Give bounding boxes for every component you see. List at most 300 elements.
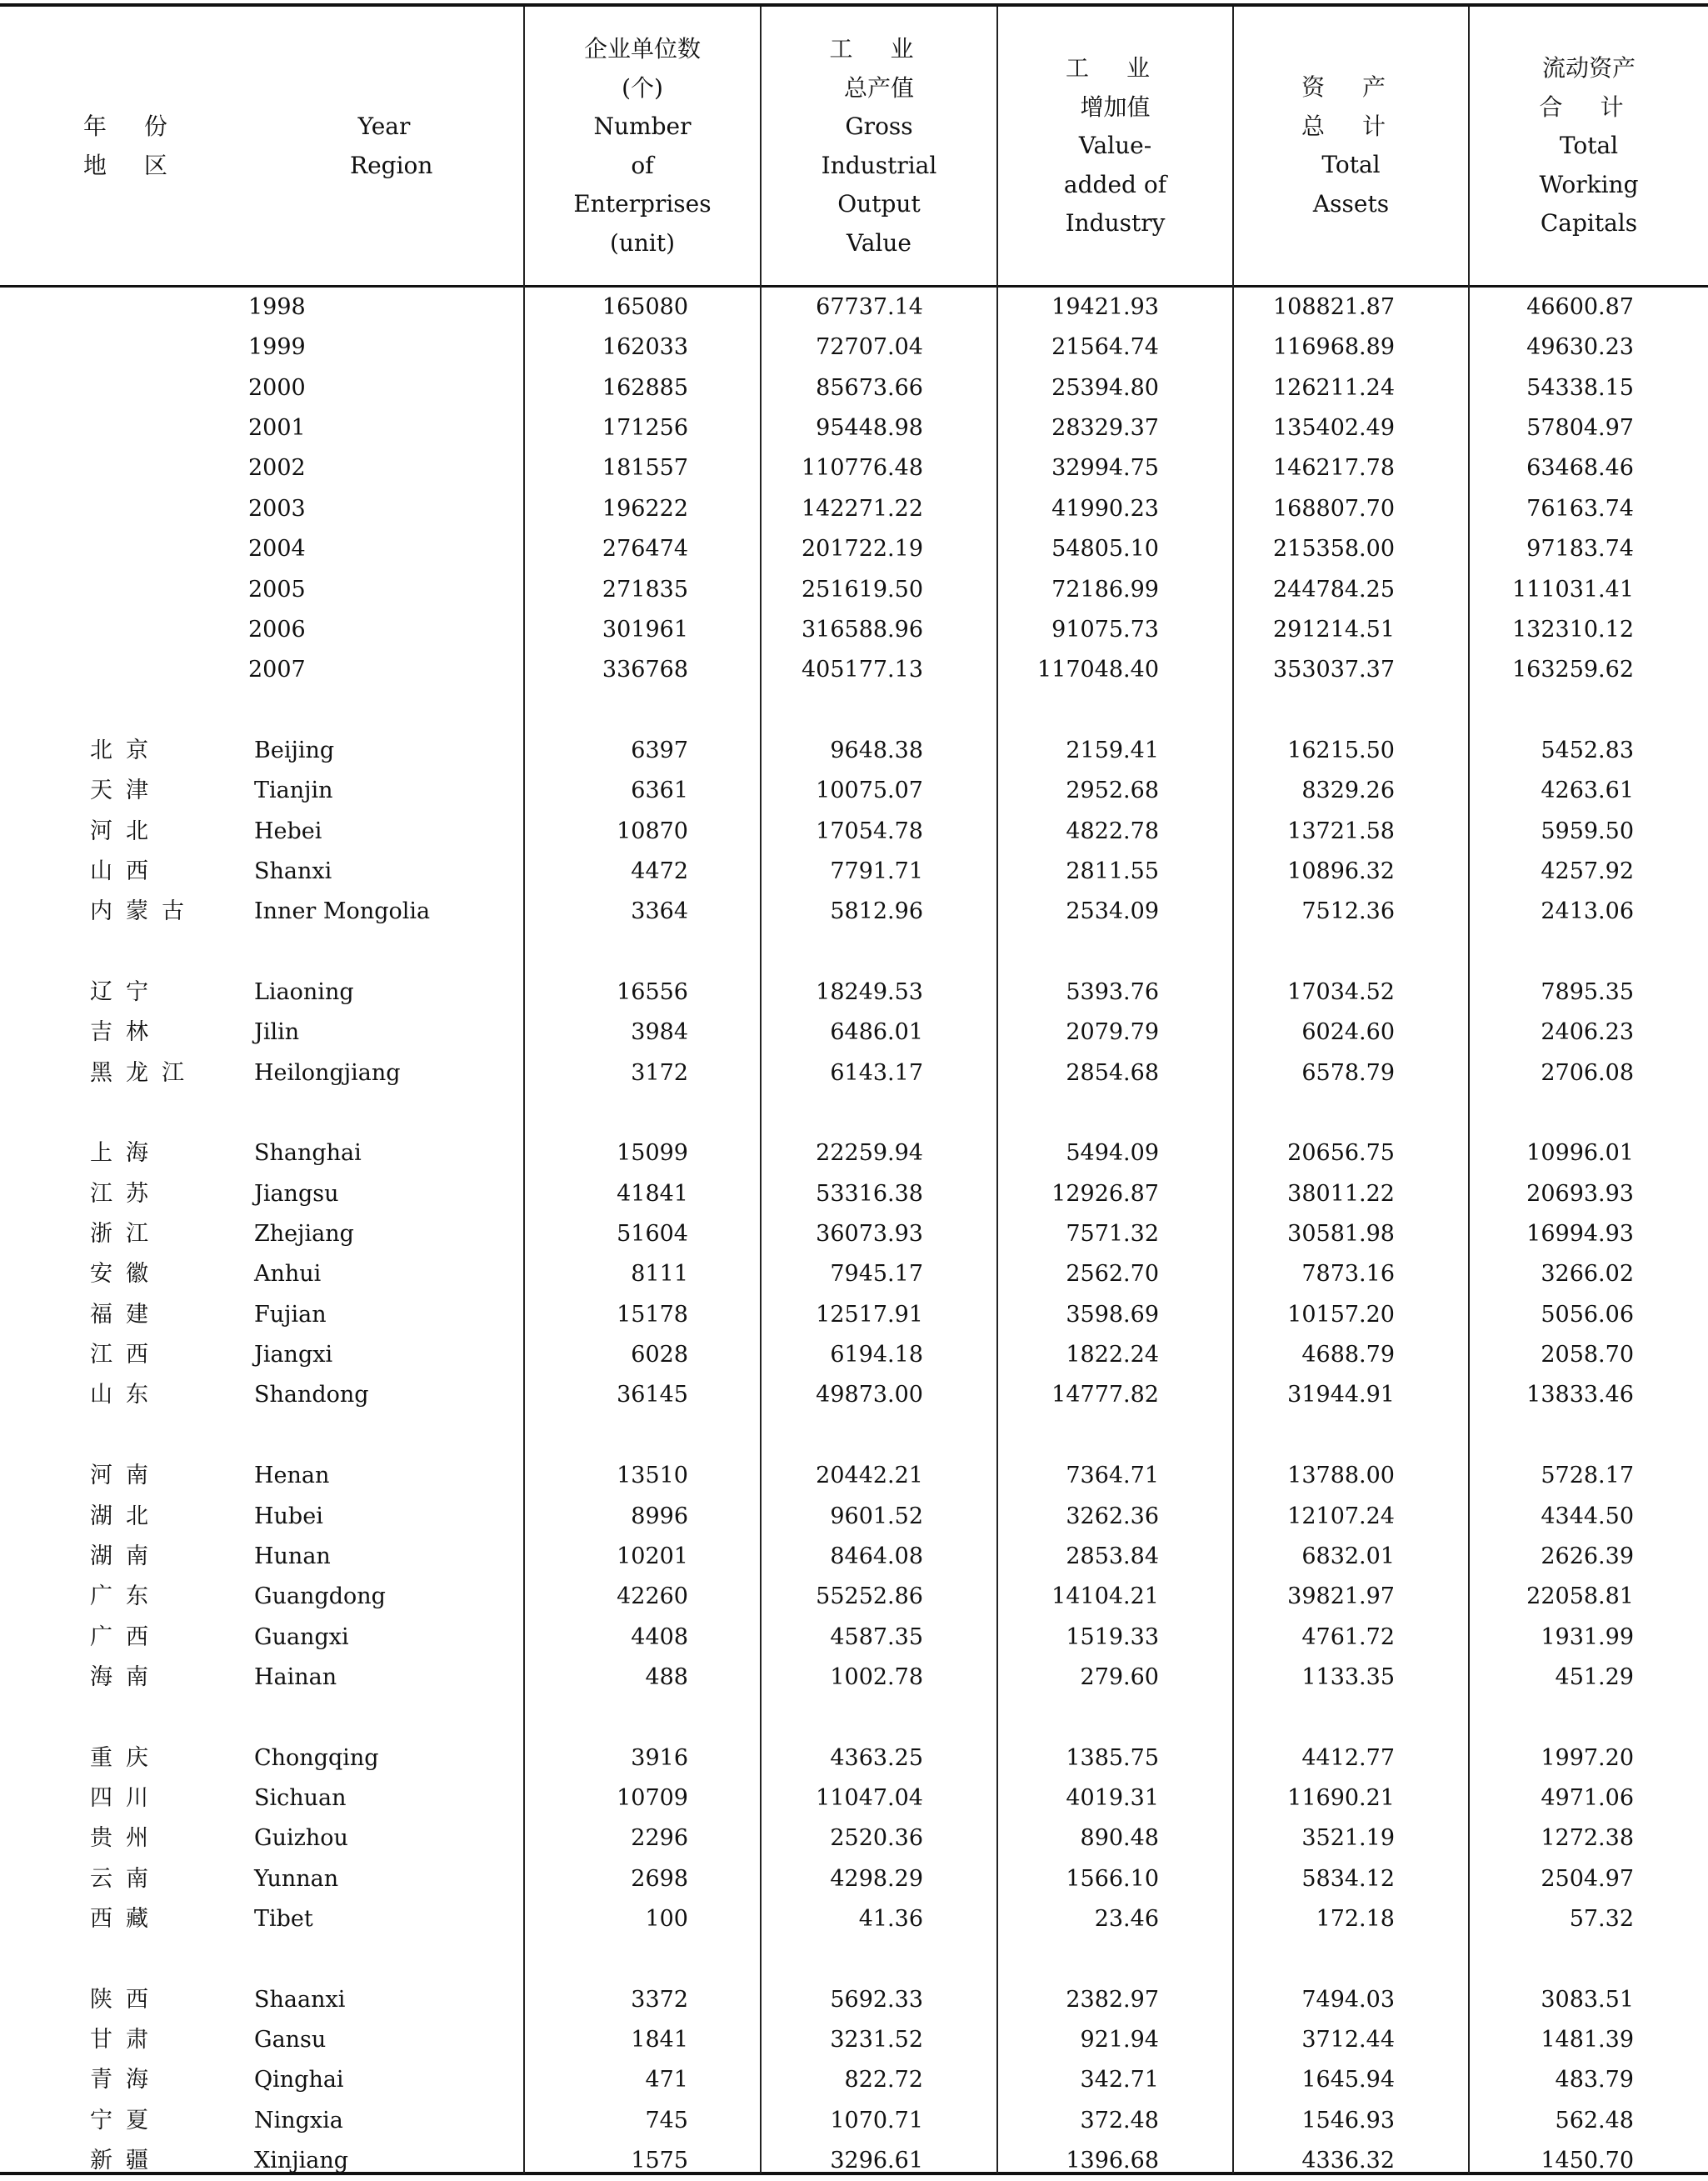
total-assets-cell: 17034.52 xyxy=(1287,979,1395,1005)
enterprises-cell: 488 xyxy=(645,1663,688,1690)
table-row-region xyxy=(0,892,1708,932)
total-assets-cell: 7512.36 xyxy=(1301,898,1395,925)
column-header-line: 增加值 xyxy=(1080,93,1151,121)
total-assets-cell: 11690.21 xyxy=(1287,1784,1395,1811)
total-assets-cell: 172.18 xyxy=(1316,1906,1395,1932)
output-value-cell: 22259.94 xyxy=(816,1140,923,1167)
output-value-cell: 18249.53 xyxy=(816,979,923,1005)
table-row-region xyxy=(0,1456,1708,1496)
value-added-cell: 921.94 xyxy=(1080,2027,1159,2053)
value-added-cell: 4822.78 xyxy=(1066,818,1159,844)
total-assets-cell: 353037.37 xyxy=(1272,657,1395,683)
region-name-en: Hunan xyxy=(254,1543,331,1569)
region-name-en: Yunnan xyxy=(254,1865,339,1892)
value-added-cell: 2854.68 xyxy=(1066,1059,1159,1086)
value-added-cell: 54805.10 xyxy=(1051,536,1159,563)
output-value-cell: 9648.38 xyxy=(830,737,923,763)
working-capitals-cell: 54338.15 xyxy=(1526,374,1634,401)
enterprises-cell: 271835 xyxy=(602,576,688,603)
region-name-en: Jilin xyxy=(254,1019,300,1046)
output-value-cell: 6194.18 xyxy=(830,1342,923,1368)
column-header-line: (个) xyxy=(622,73,663,102)
enterprises-cell: 100 xyxy=(645,1906,688,1932)
region-name-en: Qinghai xyxy=(254,2067,344,2093)
table-row-region xyxy=(0,1174,1708,1214)
output-value-cell: 7945.17 xyxy=(830,1261,923,1288)
column-header-line: 工 业 xyxy=(1066,54,1165,82)
total-assets-cell: 1546.93 xyxy=(1301,2107,1395,2133)
output-value-cell: 4298.29 xyxy=(830,1865,923,1892)
table-row-region xyxy=(0,2060,1708,2100)
table-row-region xyxy=(0,1053,1708,1093)
column-header-line: 企业单位数 xyxy=(583,35,701,63)
region-name-en: Shandong xyxy=(254,1382,369,1408)
enterprises-cell: 171256 xyxy=(602,415,688,442)
table-row-region xyxy=(0,1899,1708,1939)
table-row-year xyxy=(0,610,1708,650)
working-capitals-cell: 5452.83 xyxy=(1541,737,1634,763)
value-added-cell: 5494.09 xyxy=(1066,1140,1159,1167)
region-name-en: Shaanxi xyxy=(254,1986,346,2013)
table-row-region xyxy=(0,1658,1708,1698)
table-row-region xyxy=(0,1618,1708,1658)
output-value-cell: 201722.19 xyxy=(801,536,923,563)
value-added-cell: 279.60 xyxy=(1080,1663,1159,1690)
table-row-region xyxy=(0,1375,1708,1415)
value-added-cell: 91075.73 xyxy=(1051,616,1159,643)
output-value-cell: 142271.22 xyxy=(801,495,923,522)
output-value-cell: 822.72 xyxy=(844,2067,923,2093)
enterprises-cell: 1575 xyxy=(631,2148,688,2174)
enterprises-cell: 301961 xyxy=(602,616,688,643)
region-name-cn: 四川 xyxy=(90,1784,162,1811)
output-value-cell: 1070.71 xyxy=(830,2107,923,2133)
value-added-cell: 2562.70 xyxy=(1066,1261,1159,1288)
working-capitals-cell: 3266.02 xyxy=(1541,1261,1634,1288)
region-name-cn: 内蒙古 xyxy=(90,898,197,925)
total-assets-cell: 5834.12 xyxy=(1301,1865,1395,1892)
region-name-en: Jiangxi xyxy=(254,1342,333,1368)
region-name-cn: 上海 xyxy=(90,1140,162,1167)
column-header-line: 总产值 xyxy=(843,73,914,102)
output-value-cell: 72707.04 xyxy=(816,334,923,361)
region-name-cn: 陕西 xyxy=(90,1986,162,2013)
table-row-region xyxy=(0,1497,1708,1537)
table-row-region xyxy=(0,1778,1708,1818)
table-top-rule xyxy=(0,3,1708,7)
table-row-region xyxy=(0,1577,1708,1617)
region-name-en: Gansu xyxy=(254,2027,327,2053)
value-added-cell: 32994.75 xyxy=(1051,455,1159,482)
column-header-line: Assets xyxy=(1312,189,1390,218)
enterprises-cell: 3916 xyxy=(631,1744,688,1771)
output-value-cell: 85673.66 xyxy=(816,374,923,401)
working-capitals-cell: 46600.87 xyxy=(1526,294,1634,320)
enterprises-cell: 36145 xyxy=(617,1382,688,1408)
column-header-line: Gross xyxy=(845,113,913,140)
region-name-en: Inner Mongolia xyxy=(254,898,431,925)
output-value-cell: 251619.50 xyxy=(801,576,923,603)
region-header-en xyxy=(350,108,433,185)
region-name-cn: 新疆 xyxy=(90,2148,162,2174)
value-added-cell: 2079.79 xyxy=(1066,1019,1159,1046)
enterprises-cell: 1841 xyxy=(631,2027,688,2053)
total-assets-cell: 108821.87 xyxy=(1272,294,1395,320)
column-header-line: Value- xyxy=(1078,132,1152,159)
table-row-year xyxy=(0,650,1708,690)
value-added-cell: 23.46 xyxy=(1094,1906,1159,1932)
total-assets-cell: 16215.50 xyxy=(1287,737,1395,763)
table-row-region xyxy=(0,812,1708,852)
output-value-cell: 55252.86 xyxy=(816,1583,923,1610)
column-header-line: Industrial xyxy=(821,151,937,179)
enterprises-cell: 10709 xyxy=(617,1784,688,1811)
output-value-cell: 8464.08 xyxy=(830,1543,923,1569)
enterprises-cell: 6361 xyxy=(631,778,688,804)
region-header-cn-line: 年 份 xyxy=(83,113,182,140)
working-capitals-cell: 2504.97 xyxy=(1541,1865,1634,1892)
total-assets-cell: 20656.75 xyxy=(1287,1140,1395,1167)
region-name-en: Liaoning xyxy=(254,979,354,1005)
total-assets-cell: 244784.25 xyxy=(1272,576,1395,603)
column-header-line: Industry xyxy=(1065,209,1166,237)
enterprises-cell: 162033 xyxy=(602,334,688,361)
output-value-cell: 36073.93 xyxy=(816,1221,923,1248)
table-row-region xyxy=(0,771,1708,811)
column-header-total-assets xyxy=(1234,68,1468,223)
column-header-line: Total xyxy=(1559,132,1619,159)
region-name-cn: 青海 xyxy=(90,2067,162,2093)
region-name-cn: 宁夏 xyxy=(90,2107,162,2133)
working-capitals-cell: 5959.50 xyxy=(1541,818,1634,844)
value-added-cell: 1566.10 xyxy=(1066,1865,1159,1892)
region-header-en-line: Region xyxy=(350,151,433,179)
output-value-cell: 5692.33 xyxy=(830,1986,923,2013)
enterprises-cell: 181557 xyxy=(602,455,688,482)
output-value-cell: 20442.21 xyxy=(816,1463,923,1489)
working-capitals-cell: 49630.23 xyxy=(1526,334,1634,361)
value-added-cell: 1385.75 xyxy=(1066,1744,1159,1771)
enterprises-cell: 3364 xyxy=(631,898,688,925)
total-assets-cell: 7873.16 xyxy=(1301,1261,1395,1288)
value-added-cell: 372.48 xyxy=(1080,2107,1159,2133)
output-value-cell: 17054.78 xyxy=(816,818,923,844)
total-assets-cell: 1645.94 xyxy=(1301,2067,1395,2093)
region-name-en: Sichuan xyxy=(254,1784,347,1811)
enterprises-cell: 42260 xyxy=(617,1583,688,1610)
region-name-en: Henan xyxy=(254,1463,330,1489)
working-capitals-cell: 22058.81 xyxy=(1526,1583,1634,1610)
output-value-cell: 9601.52 xyxy=(830,1503,923,1529)
working-capitals-cell: 1931.99 xyxy=(1541,1623,1634,1650)
enterprises-cell: 16556 xyxy=(617,979,688,1005)
region-name-en: Hebei xyxy=(254,818,322,844)
table-row-region xyxy=(0,973,1708,1013)
output-value-cell: 5812.96 xyxy=(830,898,923,925)
region-name-cn: 吉林 xyxy=(90,1019,162,1046)
total-assets-cell: 4336.32 xyxy=(1301,2148,1395,2174)
region-name-en: Hainan xyxy=(254,1663,337,1690)
output-value-cell: 4587.35 xyxy=(830,1623,923,1650)
enterprises-cell: 165080 xyxy=(602,294,688,320)
total-assets-cell: 31944.91 xyxy=(1287,1382,1395,1408)
output-value-cell: 405177.13 xyxy=(801,657,923,683)
enterprises-cell: 3172 xyxy=(631,1059,688,1086)
column-header-line: Number xyxy=(593,113,692,140)
column-header-line: Total xyxy=(1321,151,1381,178)
output-value-cell: 316588.96 xyxy=(801,616,923,643)
total-assets-cell: 168807.70 xyxy=(1272,495,1395,522)
value-added-cell: 2853.84 xyxy=(1066,1543,1159,1569)
enterprises-cell: 3372 xyxy=(631,1986,688,2013)
value-added-cell: 2811.55 xyxy=(1066,858,1159,884)
year-label: 2007 xyxy=(248,657,306,683)
region-name-cn: 湖南 xyxy=(90,1543,162,1569)
working-capitals-cell: 483.79 xyxy=(1555,2067,1634,2093)
region-name-en: Fujian xyxy=(254,1301,327,1328)
output-value-cell: 41.36 xyxy=(858,1906,923,1932)
table-row-region xyxy=(0,1738,1708,1778)
table-row-region xyxy=(0,852,1708,892)
value-added-cell: 28329.37 xyxy=(1051,415,1159,442)
enterprises-cell: 8111 xyxy=(631,1261,688,1288)
region-name-cn: 海南 xyxy=(90,1663,162,1690)
working-capitals-cell: 7895.35 xyxy=(1541,979,1634,1005)
value-added-cell: 12926.87 xyxy=(1051,1180,1159,1207)
working-capitals-cell: 163259.62 xyxy=(1511,657,1634,683)
region-name-cn: 山东 xyxy=(90,1382,162,1408)
working-capitals-cell: 57804.97 xyxy=(1526,415,1634,442)
total-assets-cell: 7494.03 xyxy=(1301,1986,1395,2013)
region-name-en: Jiangsu xyxy=(254,1180,339,1207)
working-capitals-cell: 2626.39 xyxy=(1541,1543,1634,1569)
enterprises-cell: 6397 xyxy=(631,737,688,763)
value-added-cell: 25394.80 xyxy=(1051,374,1159,401)
working-capitals-cell: 111031.41 xyxy=(1511,576,1634,603)
region-name-cn: 北京 xyxy=(90,737,162,763)
total-assets-cell: 135402.49 xyxy=(1272,415,1395,442)
column-header-line: 流动资产 xyxy=(1541,54,1636,82)
year-label: 1999 xyxy=(248,334,306,361)
region-name-en: Guangxi xyxy=(254,1623,349,1650)
column-header-line: Enterprises xyxy=(573,190,712,218)
region-name-en: Shanxi xyxy=(254,858,332,884)
region-name-en: Heilongjiang xyxy=(254,1059,401,1086)
output-value-cell: 6143.17 xyxy=(830,1059,923,1086)
value-added-cell: 1822.24 xyxy=(1066,1342,1159,1368)
total-assets-cell: 6578.79 xyxy=(1301,1059,1395,1086)
working-capitals-cell: 4971.06 xyxy=(1541,1784,1634,1811)
value-added-cell: 1396.68 xyxy=(1066,2148,1159,2174)
column-header-line: Capitals xyxy=(1540,209,1638,237)
region-name-cn: 广东 xyxy=(90,1583,162,1610)
year-label: 2005 xyxy=(248,576,306,603)
region-name-en: Tianjin xyxy=(254,778,333,804)
working-capitals-cell: 2706.08 xyxy=(1541,1059,1634,1086)
enterprises-cell: 15099 xyxy=(617,1140,688,1167)
region-name-en: Shanghai xyxy=(254,1140,362,1167)
year-label: 2004 xyxy=(248,536,306,563)
value-added-cell: 2952.68 xyxy=(1066,778,1159,804)
column-header-line: Output xyxy=(837,190,921,218)
total-assets-cell: 215358.00 xyxy=(1272,536,1395,563)
output-value-cell: 6486.01 xyxy=(830,1019,923,1046)
table-row-region xyxy=(0,1980,1708,2020)
region-name-cn: 天津 xyxy=(90,778,162,804)
enterprises-cell: 4408 xyxy=(631,1623,688,1650)
table-row-year xyxy=(0,570,1708,610)
region-header-cn xyxy=(83,108,182,185)
region-name-cn: 甘肃 xyxy=(90,2027,162,2053)
region-name-en: Hubei xyxy=(254,1503,323,1529)
region-name-en: Chongqing xyxy=(254,1744,379,1771)
column-header-line: added of xyxy=(1063,170,1167,198)
enterprises-cell: 471 xyxy=(645,2067,688,2093)
total-assets-cell: 116968.89 xyxy=(1272,334,1395,361)
working-capitals-cell: 3083.51 xyxy=(1541,1986,1634,2013)
enterprises-cell: 276474 xyxy=(602,536,688,563)
working-capitals-cell: 4344.50 xyxy=(1541,1503,1634,1529)
value-added-cell: 4019.31 xyxy=(1066,1784,1159,1811)
value-added-cell: 21564.74 xyxy=(1051,334,1159,361)
region-name-cn: 云南 xyxy=(90,1865,162,1892)
total-assets-cell: 4688.79 xyxy=(1301,1342,1395,1368)
output-value-cell: 67737.14 xyxy=(816,294,923,320)
working-capitals-cell: 451.29 xyxy=(1555,1663,1634,1690)
table-row-region xyxy=(0,1214,1708,1254)
region-name-cn: 重庆 xyxy=(90,1744,162,1771)
working-capitals-cell: 4257.92 xyxy=(1541,858,1634,884)
value-added-cell: 117048.40 xyxy=(1036,657,1159,683)
year-label: 2000 xyxy=(248,374,306,401)
table-row-year xyxy=(0,288,1708,328)
column-header-line: Value xyxy=(847,228,911,257)
total-assets-cell: 39821.97 xyxy=(1287,1583,1395,1610)
value-added-cell: 2534.09 xyxy=(1066,898,1159,925)
region-name-cn: 黑龙江 xyxy=(90,1059,197,1086)
working-capitals-cell: 2058.70 xyxy=(1541,1342,1634,1368)
total-assets-cell: 4412.77 xyxy=(1301,1744,1395,1771)
enterprises-cell: 2698 xyxy=(631,1865,688,1892)
working-capitals-cell: 10996.01 xyxy=(1526,1140,1634,1167)
enterprises-cell: 3984 xyxy=(631,1019,688,1046)
enterprises-cell: 162885 xyxy=(602,374,688,401)
working-capitals-cell: 76163.74 xyxy=(1526,495,1634,522)
column-header-enterprises xyxy=(525,30,760,263)
region-name-cn: 西藏 xyxy=(90,1906,162,1932)
column-header-value-added xyxy=(998,49,1232,243)
enterprises-cell: 4472 xyxy=(631,858,688,884)
total-assets-cell: 10157.20 xyxy=(1287,1301,1395,1328)
value-added-cell: 890.48 xyxy=(1080,1825,1159,1852)
output-value-cell: 53316.38 xyxy=(816,1180,923,1207)
table-row-region xyxy=(0,1859,1708,1899)
region-name-cn: 湖北 xyxy=(90,1503,162,1529)
output-value-cell: 49873.00 xyxy=(816,1382,923,1408)
table-row-region xyxy=(0,1254,1708,1294)
region-name-cn: 福建 xyxy=(90,1301,162,1328)
column-header-line: 合 计 xyxy=(1539,93,1639,121)
column-header-line: of xyxy=(631,151,654,179)
total-assets-cell: 3521.19 xyxy=(1301,1825,1395,1852)
output-value-cell: 4363.25 xyxy=(830,1744,923,1771)
region-name-en: Ningxia xyxy=(254,2107,343,2133)
table-row-year xyxy=(0,448,1708,488)
working-capitals-cell: 4263.61 xyxy=(1541,778,1634,804)
total-assets-cell: 1133.35 xyxy=(1301,1663,1395,1690)
table-row-year xyxy=(0,489,1708,529)
table-row-region xyxy=(0,2141,1708,2181)
year-label: 2001 xyxy=(248,415,306,442)
region-name-cn: 广西 xyxy=(90,1623,162,1650)
year-label: 2006 xyxy=(248,616,306,643)
working-capitals-cell: 16994.93 xyxy=(1526,1221,1634,1248)
table-row-year xyxy=(0,408,1708,448)
year-label: 2003 xyxy=(248,495,306,522)
working-capitals-cell: 57.32 xyxy=(1569,1906,1634,1932)
total-assets-cell: 126211.24 xyxy=(1272,374,1395,401)
region-name-en: Guangdong xyxy=(254,1583,386,1610)
value-added-cell: 14777.82 xyxy=(1051,1382,1159,1408)
working-capitals-cell: 1997.20 xyxy=(1541,1744,1634,1771)
value-added-cell: 2159.41 xyxy=(1066,737,1159,763)
enterprises-cell: 6028 xyxy=(631,1342,688,1368)
enterprises-cell: 41841 xyxy=(617,1180,688,1207)
table-row-region xyxy=(0,2020,1708,2060)
working-capitals-cell: 1272.38 xyxy=(1541,1825,1634,1852)
table-row-region xyxy=(0,1133,1708,1173)
region-name-en: Xinjiang xyxy=(254,2148,349,2174)
total-assets-cell: 12107.24 xyxy=(1287,1503,1395,1529)
enterprises-cell: 336768 xyxy=(602,657,688,683)
value-added-cell: 5393.76 xyxy=(1066,979,1159,1005)
value-added-cell: 72186.99 xyxy=(1051,576,1159,603)
region-header-en-line: Year xyxy=(357,113,411,140)
value-added-cell: 41990.23 xyxy=(1051,495,1159,522)
column-header-line: 总 计 xyxy=(1301,112,1401,140)
enterprises-cell: 8996 xyxy=(631,1503,688,1529)
region-name-cn: 江苏 xyxy=(90,1180,162,1207)
column-header-working-capitals xyxy=(1470,49,1708,243)
value-added-cell: 342.71 xyxy=(1080,2067,1159,2093)
region-name-en: Guizhou xyxy=(254,1825,348,1852)
output-value-cell: 7791.71 xyxy=(830,858,923,884)
table-row-region xyxy=(0,1537,1708,1577)
year-label: 2002 xyxy=(248,455,306,482)
enterprises-cell: 196222 xyxy=(602,495,688,522)
enterprises-cell: 10201 xyxy=(617,1543,688,1569)
region-name-cn: 江西 xyxy=(90,1342,162,1368)
output-value-cell: 1002.78 xyxy=(830,1663,923,1690)
value-added-cell: 7364.71 xyxy=(1066,1463,1159,1489)
working-capitals-cell: 1450.70 xyxy=(1541,2148,1634,2174)
enterprises-cell: 2296 xyxy=(631,1825,688,1852)
working-capitals-cell: 20693.93 xyxy=(1526,1180,1634,1207)
working-capitals-cell: 5728.17 xyxy=(1541,1463,1634,1489)
total-assets-cell: 4761.72 xyxy=(1301,1623,1395,1650)
table-row-year xyxy=(0,368,1708,408)
region-header-cn-line: 地 区 xyxy=(83,151,182,179)
year-label: 1998 xyxy=(248,294,306,320)
working-capitals-cell: 1481.39 xyxy=(1541,2027,1634,2053)
column-header-line: 资 产 xyxy=(1301,73,1401,101)
value-added-cell: 14104.21 xyxy=(1051,1583,1159,1610)
region-name-en: Zhejiang xyxy=(254,1221,354,1248)
output-value-cell: 10075.07 xyxy=(816,778,923,804)
output-value-cell: 3231.52 xyxy=(830,2027,923,2053)
value-added-cell: 19421.93 xyxy=(1051,294,1159,320)
output-value-cell: 3296.61 xyxy=(830,2148,923,2174)
